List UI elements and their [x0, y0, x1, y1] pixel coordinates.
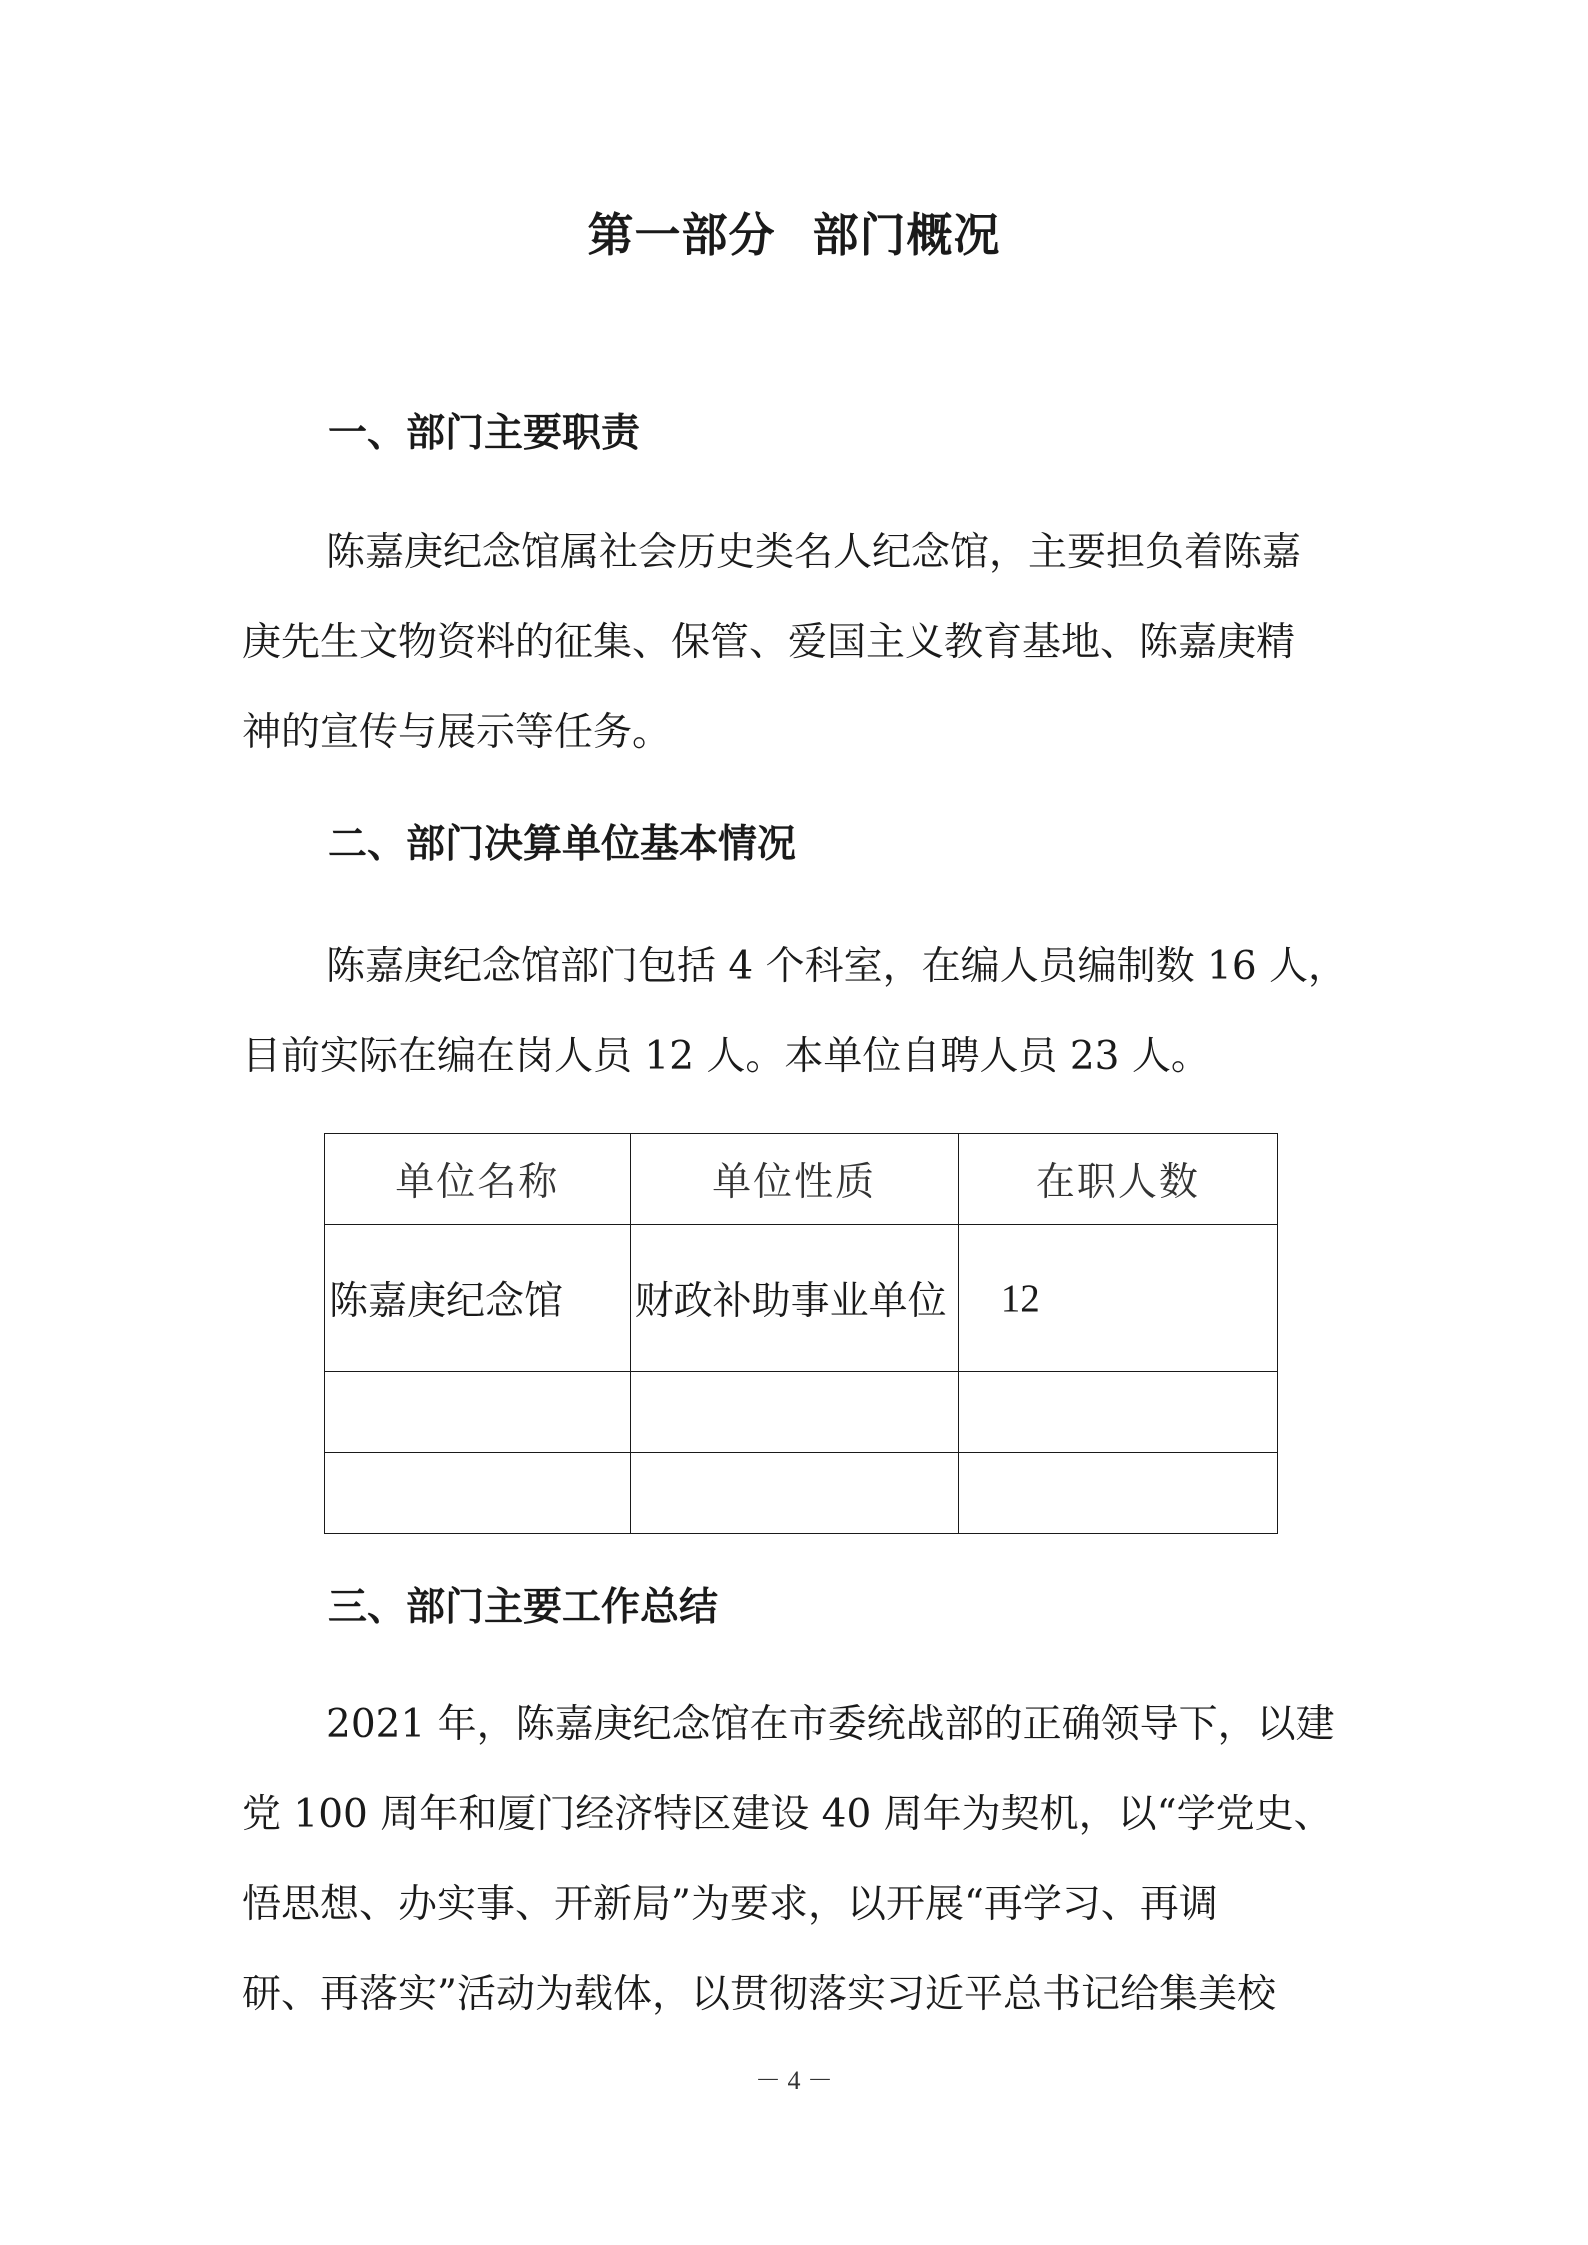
paragraph-summary [242, 1680, 1357, 2040]
paragraph-line: 陈嘉庚纪念馆部门包括 4 个科室，在编人员编制数 16 人， [326, 944, 1348, 989]
paragraph-line: 2021 年，陈嘉庚纪念馆在市委统战部的正确领导下，以建 [326, 1702, 1335, 1747]
section-heading-units: 二、部门决算单位基本情况 [328, 822, 797, 867]
section-heading-summary: 三、部门主要工作总结 [328, 1585, 719, 1630]
table-row [325, 1372, 1278, 1453]
table-header-cell: 在职人数 [958, 1134, 1277, 1225]
table-header-cell: 单位性质 [630, 1134, 958, 1225]
unit-table [324, 1133, 1278, 1534]
table-cell [958, 1372, 1277, 1453]
table-cell [630, 1453, 958, 1534]
paragraph-line: 陈嘉庚纪念馆属社会历史类名人纪念馆，主要担负着陈嘉 [326, 530, 1302, 575]
table-cell-staff-count: 12 [958, 1225, 1277, 1372]
paragraph-units [242, 922, 1357, 1102]
paragraph-line: 悟思想、办实事、开新局”为要求，以开展“再学习、再调 [242, 1882, 1218, 1927]
page-title: 第一部分 部门概况 [587, 208, 1001, 262]
table-row [325, 1453, 1278, 1534]
table-cell-unit-type: 财政补助事业单位 [630, 1225, 958, 1372]
table-cell [630, 1372, 958, 1453]
paragraph-line: 党 100 周年和厦门经济特区建设 40 周年为契机，以“学党史、 [242, 1792, 1333, 1837]
table-cell-unit-name: 陈嘉庚纪念馆 [325, 1225, 631, 1372]
table-cell [958, 1453, 1277, 1534]
paragraph-duties [242, 508, 1357, 778]
section-heading-duties: 一、部门主要职责 [328, 411, 641, 456]
paragraph-line: 研、再落实”活动为载体，以贯彻落实习近平总书记给集美校 [242, 1972, 1276, 2017]
table-header-row [325, 1134, 1278, 1225]
table-cell [325, 1453, 631, 1534]
paragraph-line: 神的宣传与展示等任务。 [242, 710, 672, 755]
page-number: － 4 － [754, 2066, 833, 2095]
table-cell [325, 1372, 631, 1453]
paragraph-line: 目前实际在编在岗人员 12 人。本单位自聘人员 23 人。 [242, 1034, 1210, 1079]
table-header-cell: 单位名称 [325, 1134, 631, 1225]
paragraph-line: 庚先生文物资料的征集、保管、爱国主义教育基地、陈嘉庚精 [242, 620, 1296, 665]
table-row [325, 1225, 1278, 1372]
